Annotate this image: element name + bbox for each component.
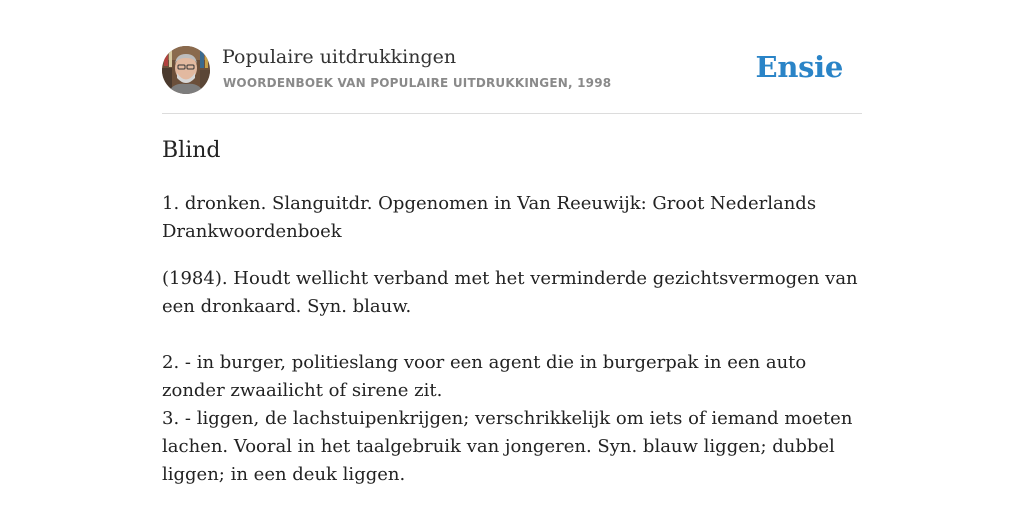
source-title[interactable]: Populaire uitdrukkingen xyxy=(222,46,457,68)
entry-header xyxy=(162,46,862,114)
entry-term: Blind xyxy=(162,138,221,163)
source-subtitle[interactable]: WOORDENBOEK VAN POPULAIRE UITDRUKKINGEN, 1998 xyxy=(223,76,612,90)
ensie-logo[interactable]: Ensie xyxy=(755,50,843,84)
entry-card xyxy=(162,46,862,485)
author-avatar-image xyxy=(162,46,210,94)
author-avatar[interactable] xyxy=(162,46,210,94)
definition-paragraph: 1. dronken. Slanguitdr. Opgenomen in Van Reeuwijk: Groot Nederlands Drankwoordenboek xyxy=(162,193,817,242)
definition-paragraph: 3. - liggen, de lachstuipenkrijgen; verschrikkelijk om iets of iemand moeten lachen. Vooral in het taalgebruik van jongeren. Syn. blauw liggen; dubbel liggen; in een deuk liggen. xyxy=(162,408,853,485)
definition-paragraph: 2. - in burger, politieslang voor een agent die in burgerpak in een auto zonder zwaailicht of sirene zit. xyxy=(162,352,807,401)
definition-paragraph: (1984). Houdt wellicht verband met het verminderde gezichtsvermogen van een dronkaard. Syn. blauw. xyxy=(162,268,858,317)
